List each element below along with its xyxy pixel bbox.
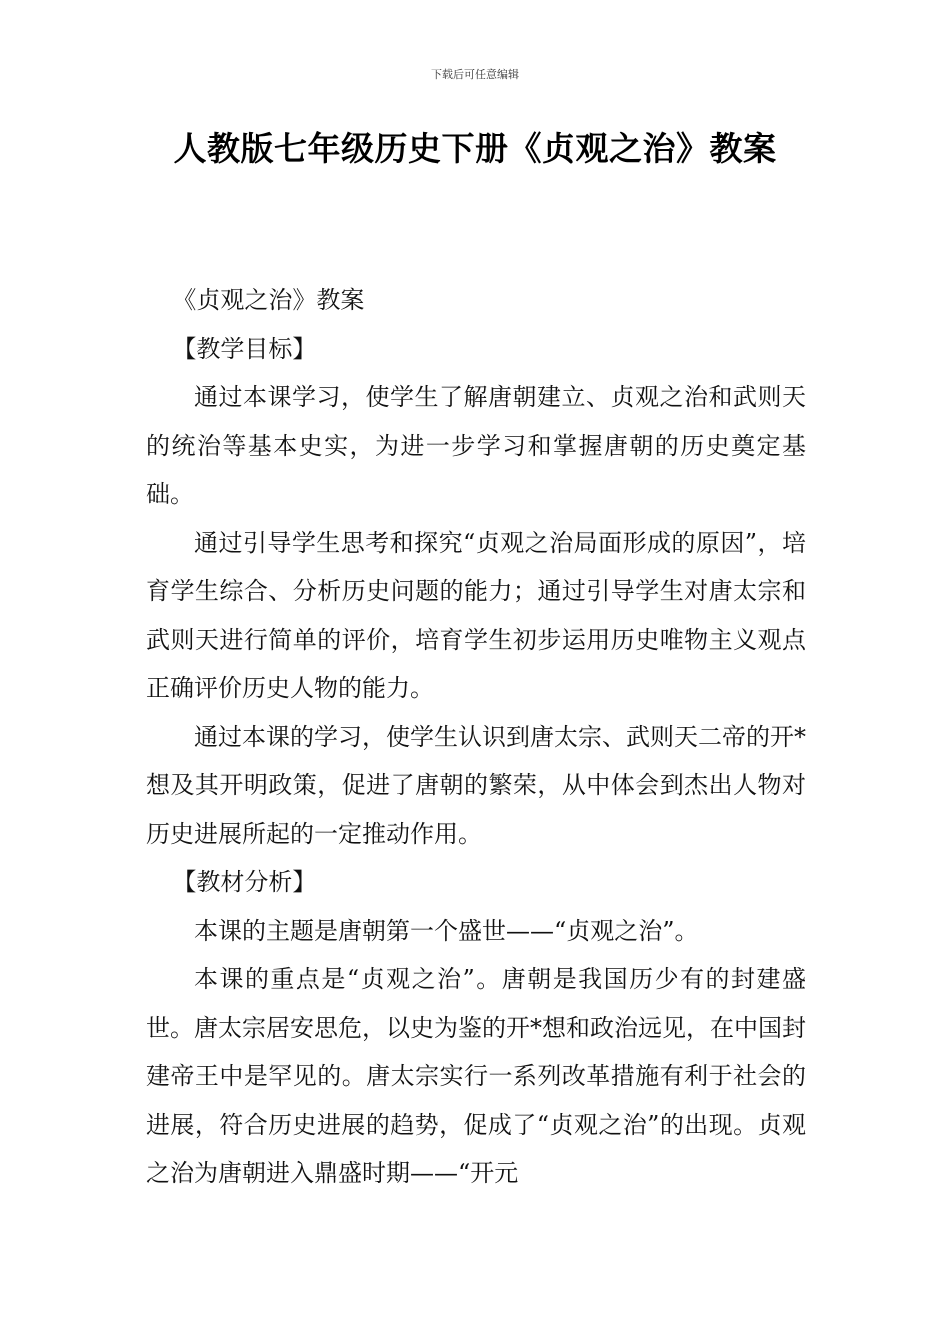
section-heading-textbook-analysis: 【教材分析】 [172,868,317,896]
paragraph-goal-knowledge: 通过本课学习，使学生了解唐朝建立、贞观之治和武则天的统治等基本史实，为进一步学习和掌握唐朝的历史奠定基础。 [146,383,806,508]
section-heading-teaching-goals: 【教学目标】 [172,334,317,363]
header-note: 下载后可任意编辑 [431,68,519,81]
document-title: 人教版七年级历史下册《贞观之治》教案 [173,129,777,168]
paragraph-goal-ability: 通过引导学生思考和探究“贞观之治局面形成的原因”，培育学生综合、分析历史问题的能力；通过引导学生对唐太宗和武则天进行简单的评价，培育学生初步运用历史唯物主义观点正确评价历史人物的能力。 [146,528,806,702]
paragraph-key-point: 本课的重点是“贞观之治”。唐朝是我国历少有的封建盛世。唐太宗居安思危，以史为鉴的开*想和政治远见，在中国封建帝王中是罕见的。唐太宗实行一系列改革措施有利于社会的进展，符合历史进展的趋势，促成了“贞观之治”的出现。贞观之治为唐朝进入鼎盛时期——“开元 [146,965,806,1187]
paragraph-goal-values: 通过本课的学习，使学生认识到唐太宗、武则天二帝的开*想及其开明政策，促进了唐朝的繁荣，从中体会到杰出人物对历史进展所起的一定推动作用。 [146,722,806,848]
lesson-heading: 《贞观之治》教案 [172,286,365,314]
paragraph-theme: 本课的主题是唐朝第一个盛世——“贞观之治”。 [194,916,699,945]
document-body [146,276,806,1198]
